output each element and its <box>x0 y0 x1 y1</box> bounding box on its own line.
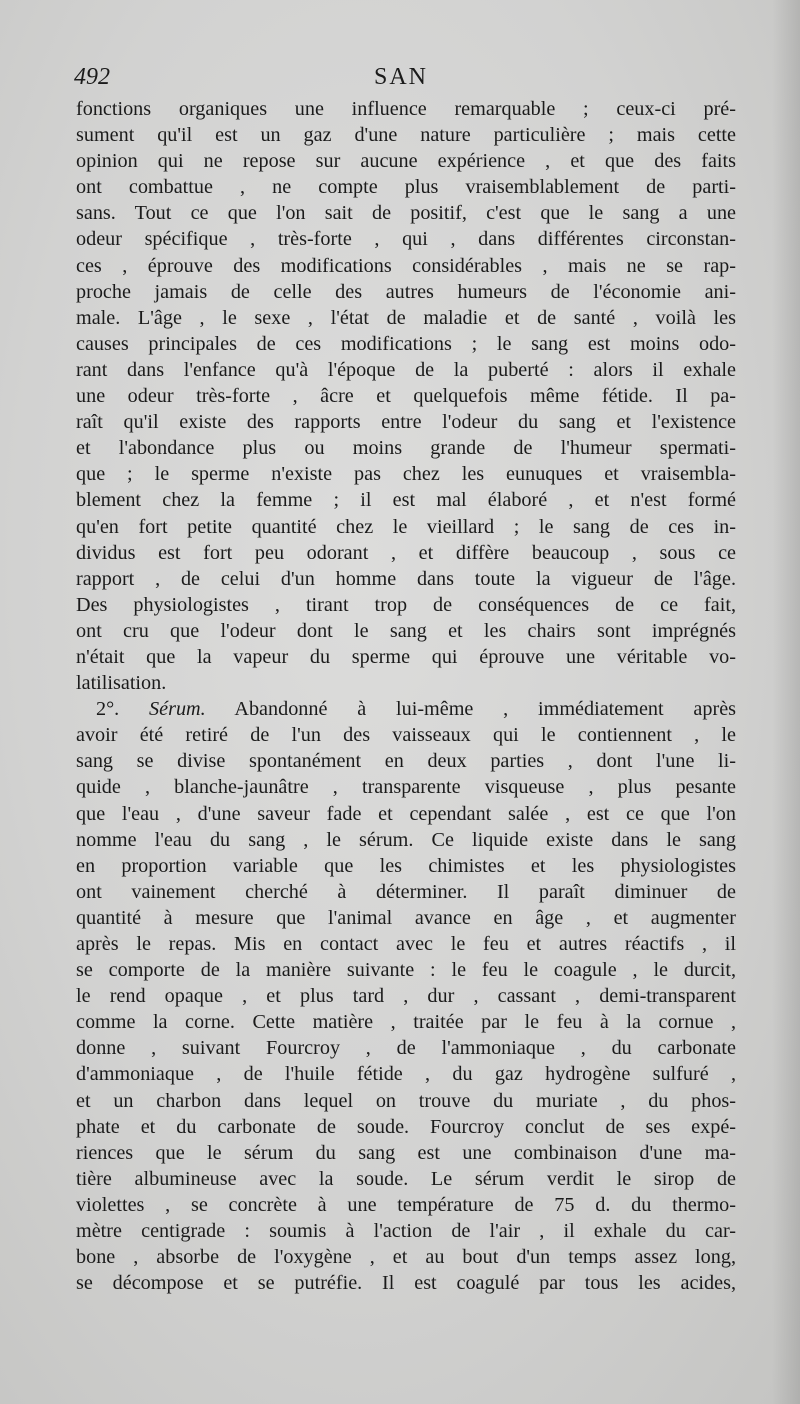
text-line: dividus est fort peu odorant , et diffère beaucoup , sous ce <box>76 541 736 564</box>
text-line: quantité à mesure que l'animal avance en âge , et augmenter <box>76 906 736 929</box>
text-line: riences que le sérum du sang est une combinaison d'une ma- <box>76 1141 736 1164</box>
text-line: qu'en fort petite quantité chez le vieillard ; le sang de ces in- <box>76 515 736 538</box>
text-line: phate et du carbonate de soude. Fourcroy conclut de ses expé- <box>76 1115 736 1138</box>
text-line: raît qu'il existe des rapports entre l'odeur du sang et l'existence <box>76 411 736 434</box>
text-line: latilisation. <box>76 672 167 695</box>
page-header <box>74 64 738 92</box>
page-edge-shadow <box>772 0 800 1404</box>
text-line: Des physiologistes , tirant trop de conséquences de ce fait, <box>76 593 736 616</box>
text-line: ont combattue , ne compte plus vraisemblablement de parti- <box>76 176 736 199</box>
text-line: d'ammoniaque , de l'huile fétide , du gaz hydrogène sulfuré , <box>76 1063 736 1086</box>
text-line: ont vainement cherché à déterminer. Il paraît diminuer de <box>76 880 736 903</box>
text-line: donne , suivant Fourcroy , de l'ammoniaque , du carbonate <box>76 1037 736 1060</box>
text-line: ces , éprouve des modifications considérables , mais ne se rap- <box>76 254 736 277</box>
text-line: le rend opaque , et plus tard , dur , cassant , demi-transparent <box>76 985 736 1008</box>
text-line: violettes , se concrète à une température de 75 d. du thermo- <box>76 1193 736 1216</box>
text-line: bone , absorbe de l'oxygène , et au bout d'un temps assez long, <box>76 1246 736 1269</box>
text-line: fonctions organiques une influence remarquable ; ceux-ci pré- <box>76 98 736 120</box>
paragraph-1 <box>76 96 736 696</box>
section-first-line-text: Abandonné à lui-même , immédiatement après <box>234 698 737 721</box>
section-number: 2°. <box>96 698 120 721</box>
page-number: 492 <box>74 64 110 90</box>
text-line: mètre centigrade : soumis à l'action de l'air , il exhale du car- <box>76 1220 736 1243</box>
text-line: male. L'âge , le sexe , l'état de maladie et de santé , voilà les <box>76 306 736 329</box>
text-line: se comporte de la manière suivante : le feu le coagule , le durcit, <box>76 959 736 982</box>
text-line: que ; le sperme n'existe pas chez les eunuques et vraisembla- <box>76 463 736 486</box>
text-line: et un charbon dans lequel on trouve du muriate , du phos- <box>76 1089 736 1112</box>
text-line: quide , blanche-jaunâtre , transparente visqueuse , plus pesante <box>76 776 736 799</box>
text-line: tière albumineuse avec la soude. Le sérum verdit le sirop de <box>76 1167 736 1190</box>
text-line: blement chez la femme ; il est mal élaboré , et n'est formé <box>76 489 736 512</box>
text-line: après le repas. Mis en contact avec le feu et autres réactifs , il <box>76 933 736 955</box>
text-line: rant dans l'enfance qu'à l'époque de la puberté : alors il exhale <box>76 358 736 381</box>
running-head: SAN <box>374 64 429 90</box>
text-line: odeur spécifique , très-forte , qui , dans différentes circonstan- <box>76 228 736 251</box>
paragraph-2 <box>76 696 736 1296</box>
text-line: se décompose et se putréfie. Il est coagulé par tous les acides, <box>76 1272 736 1295</box>
text-line: causes principales de ces modifications ; le sang est moins odo- <box>76 332 736 355</box>
section-first-line <box>76 696 736 722</box>
body-text <box>76 96 736 1296</box>
text-line: rapport , de celui d'un homme dans toute la vigueur de l'âge. <box>76 567 736 590</box>
text-line: ont cru que l'odeur dont le sang et les chairs sont imprégnés <box>76 619 736 642</box>
text-line: proche jamais de celle des autres humeurs de l'économie ani- <box>76 280 736 303</box>
text-line: sang se divise spontanément en deux parties , dont l'une li- <box>76 750 736 773</box>
text-line: une odeur très-forte , âcre et quelquefois même fétide. Il pa- <box>76 385 736 408</box>
section-heading: Sérum. <box>149 698 206 721</box>
text-line: comme la corne. Cette matière , traitée par le feu à la cornue , <box>76 1011 736 1034</box>
text-line: avoir été retiré de l'un des vaisseaux qui le contiennent , le <box>76 724 736 747</box>
text-line: en proportion variable que les chimistes et les physiologistes <box>76 854 736 877</box>
text-line: nomme l'eau du sang , le sérum. Ce liquide existe dans le sang <box>76 828 736 851</box>
text-line: que l'eau , d'une saveur fade et cependant salée , est ce que l'on <box>76 802 736 825</box>
text-line: n'était que la vapeur du sperme qui éprouve une véritable vo- <box>76 645 736 668</box>
text-line: sument qu'il est un gaz d'une nature particulière ; mais cette <box>76 124 736 147</box>
text-line: sans. Tout ce que l'on sait de positif, c'est que le sang a une <box>76 202 736 225</box>
text-line: opinion qui ne repose sur aucune expérience , et que des faits <box>76 150 736 173</box>
text-line: et l'abondance plus ou moins grande de l'humeur spermati- <box>76 437 736 460</box>
